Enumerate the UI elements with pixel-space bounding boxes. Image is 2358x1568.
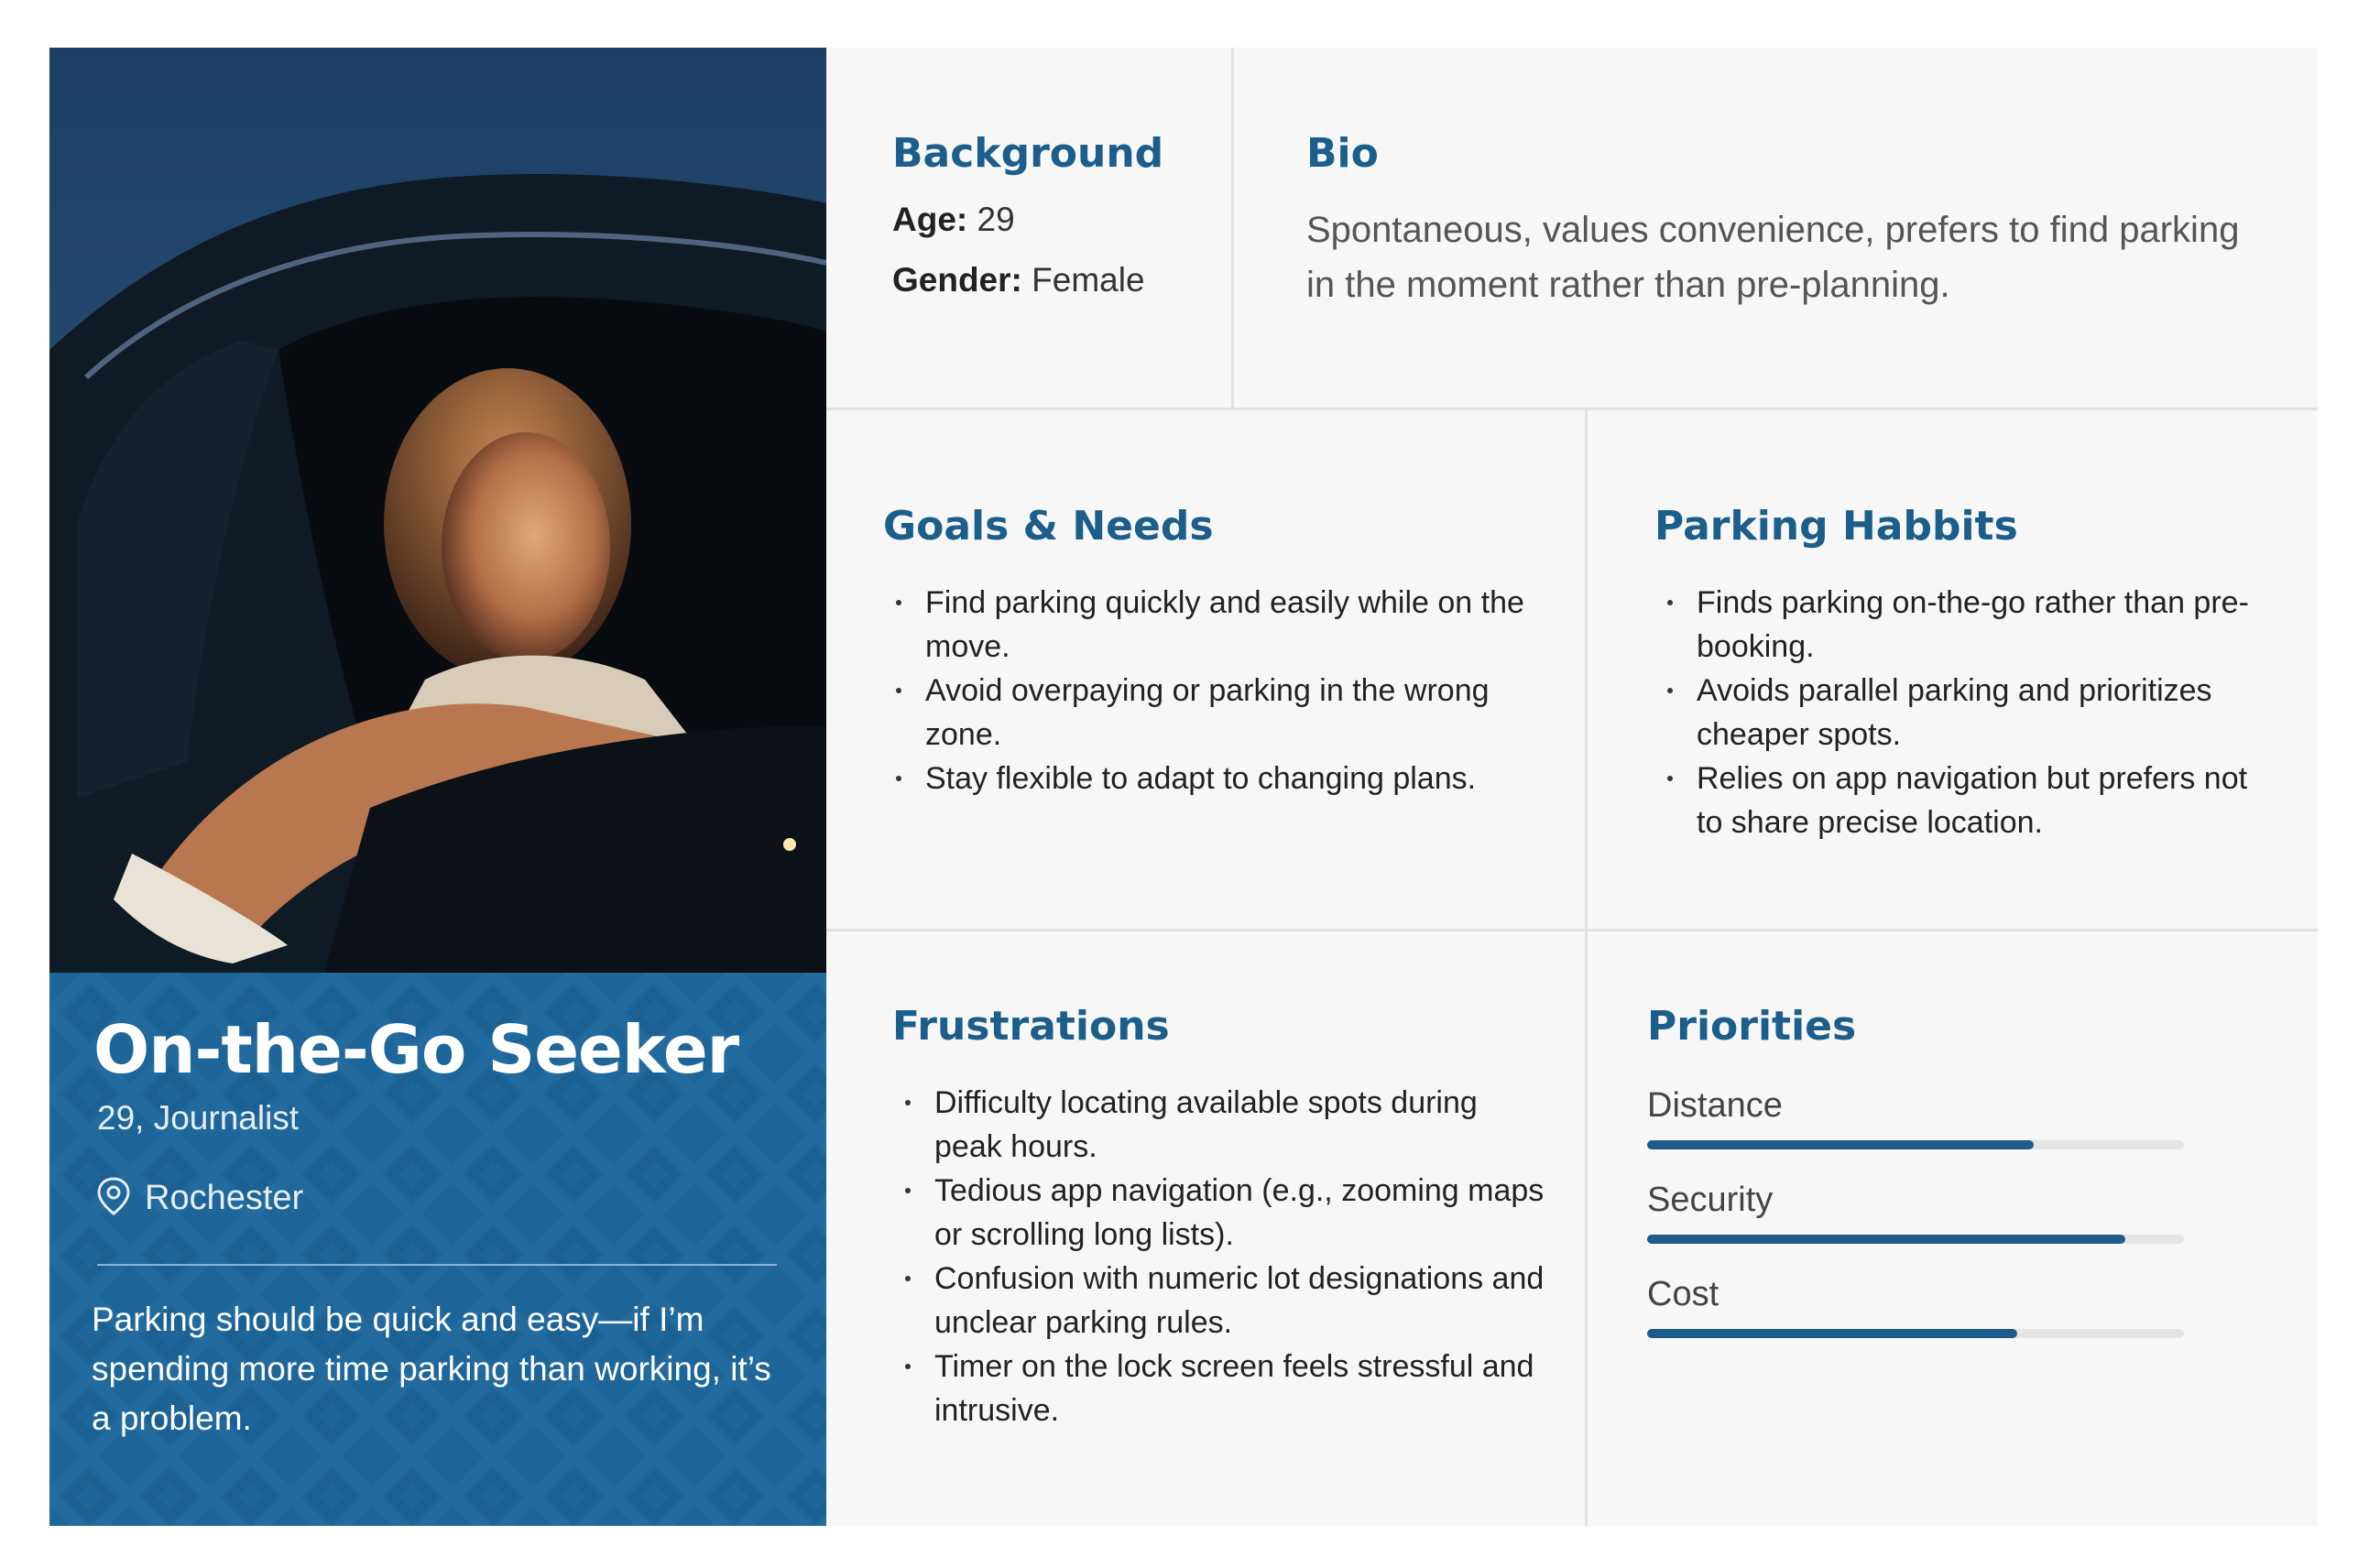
section-heading: Frustrations — [892, 1003, 1170, 1050]
priority-item-distance — [1647, 1086, 2184, 1149]
persona-card — [49, 48, 2318, 1526]
persona-location — [95, 1176, 303, 1221]
list-item: Tedious app navigation (e.g., zooming maps or scrolling long lists). — [892, 1169, 1552, 1257]
divider — [826, 929, 2318, 931]
summary-divider — [97, 1264, 777, 1266]
list-item: Confusion with numeric lot designations and unclear parking rules. — [892, 1257, 1552, 1345]
frustrations-list — [892, 1081, 1552, 1432]
gender-label: Gender: — [892, 261, 1022, 299]
habits-section — [1654, 503, 2277, 844]
list-item: Finds parking on-the-go rather than pre-booking. — [1654, 581, 2277, 669]
priority-bar-track — [1647, 1140, 2184, 1149]
section-heading: Bio — [1306, 130, 1379, 177]
gender-row — [892, 261, 1163, 299]
background-section — [892, 130, 1163, 299]
list-item: Timer on the lock screen feels stressful and intrusive. — [892, 1345, 1552, 1432]
priority-bar-track — [1647, 1329, 2184, 1338]
priority-bar-track — [1647, 1235, 2184, 1244]
section-heading: Priorities — [1647, 1003, 1857, 1050]
list-item: Stay flexible to adapt to changing plans. — [883, 757, 1543, 800]
gender-value: Female — [1032, 261, 1145, 299]
bio-text: Spontaneous, values convenience, prefers to find parking in the moment rather than pre-planning. — [1306, 210, 2240, 305]
frustrations-section — [892, 1003, 1552, 1432]
priority-label: Security — [1647, 1181, 1774, 1219]
persona-age-occupation: 29, Journalist — [97, 1099, 300, 1137]
age-label: Age: — [892, 201, 968, 238]
divider — [1585, 409, 1588, 1526]
priorities-list — [1647, 1086, 2184, 1338]
list-item: Avoid overpaying or parking in the wrong zone. — [883, 669, 1543, 757]
list-item: Find parking quickly and easily while on the move. — [883, 581, 1543, 669]
persona-summary-panel — [49, 973, 826, 1526]
section-heading: Goals & Needs — [883, 503, 1214, 550]
divider — [826, 408, 2318, 410]
priority-item-cost — [1647, 1275, 2184, 1338]
goals-list — [883, 581, 1543, 800]
list-item: Avoids parallel parking and prioritizes cheaper spots. — [1654, 669, 2277, 757]
habits-list — [1654, 581, 2277, 844]
age-value: 29 — [977, 201, 1015, 238]
section-heading: Background — [892, 130, 1164, 177]
location-text: Rochester — [145, 1179, 304, 1217]
priority-bar-fill — [1647, 1235, 2125, 1244]
priority-bar-fill — [1647, 1329, 2017, 1338]
list-item: Relies on app navigation but prefers not to share precise location. — [1654, 757, 2277, 844]
divider — [1231, 48, 1234, 409]
list-item: Difficulty locating available spots during peak hours. — [892, 1081, 1552, 1169]
priority-item-security — [1647, 1181, 2184, 1244]
profile-column — [49, 48, 826, 1526]
priority-label: Distance — [1647, 1086, 1783, 1125]
age-row — [892, 201, 1163, 239]
map-pin-icon — [95, 1176, 132, 1221]
section-heading: Parking Habbits — [1654, 503, 2018, 550]
priorities-section — [1647, 1003, 2184, 1369]
persona-photo — [49, 48, 826, 973]
priority-label: Cost — [1647, 1275, 1719, 1313]
persona-name: On-the-Go Seeker — [93, 1011, 739, 1088]
bio-section — [1306, 130, 2268, 312]
goals-section — [883, 503, 1543, 800]
persona-quote: Parking should be quick and easy—if I’m spending more time parking than working, it’s a problem. — [92, 1301, 771, 1437]
priority-bar-fill — [1647, 1140, 2034, 1149]
